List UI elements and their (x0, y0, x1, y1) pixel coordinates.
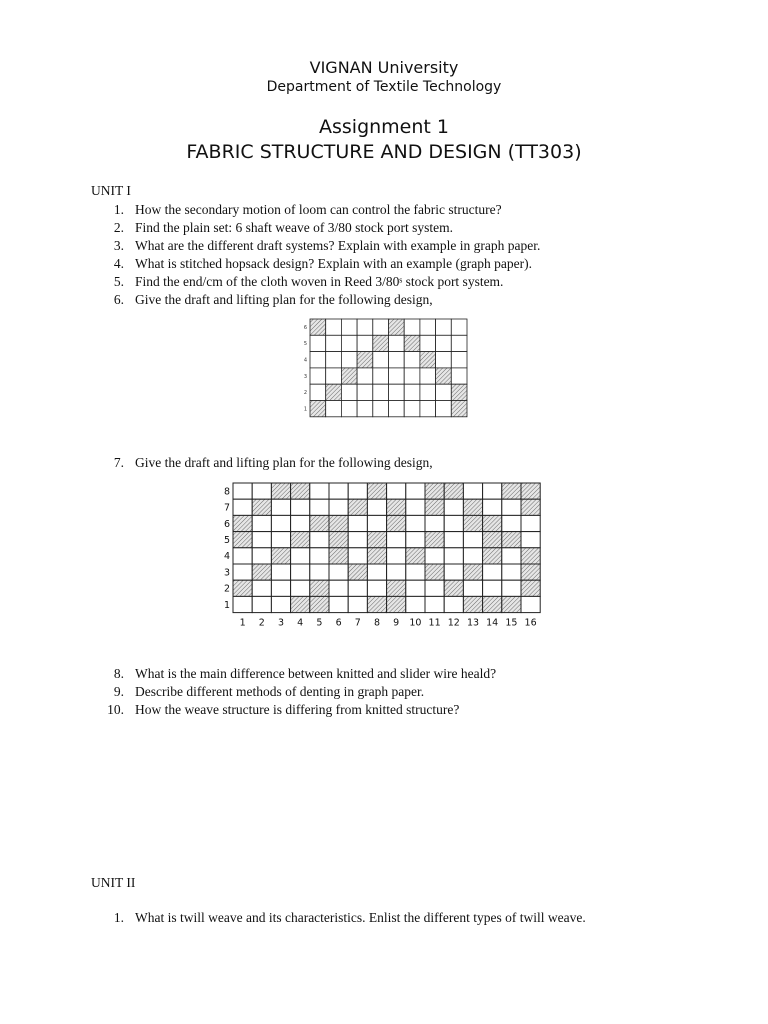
weave-cell-lowered (483, 580, 502, 596)
course-title: FABRIC STRUCTURE AND DESIGN (TT303) (186, 141, 582, 163)
weave-cell-raised (367, 532, 386, 548)
weave-cell-lowered (329, 499, 348, 515)
weave-cell-raised (463, 499, 482, 515)
weave-cell-lowered (373, 384, 389, 400)
weave-cell-raised (444, 483, 463, 499)
weave-cell-lowered (420, 384, 436, 400)
question-text: Give the draft and lifting plan for the following design, (135, 292, 433, 307)
weave-cell-lowered (451, 368, 467, 384)
weave-cell-raised (233, 532, 252, 548)
weave-cell-raised (252, 499, 271, 515)
weave-cell-raised (463, 596, 482, 612)
weave-cell-lowered (310, 532, 329, 548)
weave-cell-lowered (357, 319, 373, 335)
weave-cell-raised (389, 319, 405, 335)
question-number: 6. (113, 292, 124, 307)
weave-cell-raised (233, 580, 252, 596)
weave-cell-lowered (271, 596, 290, 612)
weave-cell-lowered (341, 352, 357, 368)
weave-cell-raised (521, 564, 540, 580)
weave-cell-lowered (521, 596, 540, 612)
weave-cell-lowered (233, 499, 252, 515)
column-label: 12 (447, 617, 460, 629)
weave-cell-lowered (291, 499, 310, 515)
weave-cell-lowered (341, 319, 357, 335)
weave-cell-lowered (271, 515, 290, 531)
question-number: 1. (113, 202, 124, 217)
weave-cell-lowered (444, 596, 463, 612)
weave-cell-lowered (444, 532, 463, 548)
weave-cell-lowered (420, 401, 436, 417)
weave-cell-lowered (463, 532, 482, 548)
weave-cell-raised (425, 483, 444, 499)
weave-cell-lowered (373, 352, 389, 368)
weave-cell-raised (271, 483, 290, 499)
weave-cell-raised (310, 515, 329, 531)
weave-cell-raised (502, 483, 521, 499)
column-label: 3 (277, 617, 285, 629)
weave-cell-lowered (425, 515, 444, 531)
weave-cell-lowered (502, 564, 521, 580)
row-label: 4 (223, 551, 230, 563)
weave-cell-lowered (425, 548, 444, 564)
weave-cell-lowered (310, 564, 329, 580)
weave-cell-raised (329, 515, 348, 531)
weave-cell-raised (326, 384, 342, 400)
question-number: 8. (113, 666, 124, 681)
weave-cell-raised (367, 596, 386, 612)
row-label: 5 (303, 341, 307, 348)
question-text: What is twill weave and its characteristics. Enlist the different types of twill weave. (135, 910, 586, 925)
row-label: 1 (223, 599, 230, 611)
question-number: 4. (113, 256, 124, 271)
weave-cell-lowered (329, 564, 348, 580)
question-text: What is stitched hopsack design? Explain with an example (graph paper). (135, 256, 532, 271)
weave-cell-lowered (348, 515, 367, 531)
weave-cell-lowered (373, 319, 389, 335)
weave-cell-lowered (406, 515, 425, 531)
weave-cell-lowered (348, 596, 367, 612)
column-label: 13 (466, 617, 480, 629)
column-label: 9 (393, 617, 400, 629)
weave-cell-lowered (326, 335, 342, 351)
weave-cell-lowered (367, 564, 386, 580)
weave-cell-lowered (389, 401, 405, 417)
weave-cell-lowered (252, 548, 271, 564)
weave-cell-lowered (367, 499, 386, 515)
weave-cell-lowered (271, 499, 290, 515)
row-label: 2 (303, 390, 307, 397)
weave-cell-lowered (387, 548, 406, 564)
weave-cell-raised (451, 401, 467, 417)
weave-cell-lowered (348, 483, 367, 499)
weave-cell-lowered (233, 564, 252, 580)
column-label: 15 (505, 617, 518, 629)
weave-cell-lowered (502, 515, 521, 531)
weave-cell-lowered (502, 499, 521, 515)
weave-cell-lowered (404, 384, 420, 400)
weave-cell-lowered (483, 483, 502, 499)
column-label: 2 (258, 617, 265, 629)
weave-cell-lowered (387, 532, 406, 548)
weave-cell-lowered (463, 548, 482, 564)
question-text: What is the main difference between knitted and slider wire heald? (135, 666, 497, 681)
department-name: Department of Textile Technology (266, 79, 502, 95)
weave-cell-raised (425, 564, 444, 580)
weave-cell-lowered (406, 596, 425, 612)
weave-cell-lowered (406, 564, 425, 580)
question-text: Describe different methods of denting in graph paper. (135, 684, 425, 699)
question-number: 5. (113, 274, 124, 289)
weave-cell-raised (341, 368, 357, 384)
question-number: 1. (113, 910, 124, 925)
weave-cell-raised (420, 352, 436, 368)
weave-cell-lowered (367, 580, 386, 596)
weave-cell-raised (357, 352, 373, 368)
weave-cell-lowered (233, 483, 252, 499)
weave-cell-raised (291, 483, 310, 499)
weave-cell-lowered (252, 515, 271, 531)
weave-cell-lowered (271, 580, 290, 596)
weave-cell-raised (387, 580, 406, 596)
weave-cell-raised (425, 532, 444, 548)
question-number: 9. (113, 684, 124, 699)
weave-cell-lowered (451, 319, 467, 335)
weave-cell-lowered (271, 564, 290, 580)
column-label: 1 (239, 617, 246, 629)
weave-cell-lowered (463, 483, 482, 499)
weave-cell-raised (387, 596, 406, 612)
weave-cell-lowered (357, 401, 373, 417)
question-number: 7. (113, 455, 124, 470)
weave-cell-lowered (483, 499, 502, 515)
weave-cell-raised (521, 580, 540, 596)
row-label: 3 (303, 373, 307, 380)
weave-cell-raised (233, 515, 252, 531)
assignment-title: Assignment 1 (319, 116, 449, 138)
weave-cell-lowered (291, 515, 310, 531)
question-text: What are the different draft systems? Explain with example in graph paper. (135, 238, 541, 253)
weave-cell-lowered (389, 335, 405, 351)
weave-cell-lowered (291, 548, 310, 564)
weave-cell-raised (367, 548, 386, 564)
weave-cell-lowered (310, 384, 326, 400)
weave-cell-raised (502, 532, 521, 548)
question-text: Find the end/cm of the cloth woven in Reed 3/80ˢ stock port system. (135, 274, 504, 289)
weave-cell-lowered (436, 352, 452, 368)
weave-cell-lowered (444, 499, 463, 515)
weave-cell-raised (483, 596, 502, 612)
weave-cell-lowered (420, 319, 436, 335)
weave-cell-lowered (310, 368, 326, 384)
weave-cell-raised (444, 580, 463, 596)
weave-cell-lowered (310, 548, 329, 564)
row-label: 8 (223, 486, 230, 498)
weave-cell-lowered (444, 548, 463, 564)
weave-cell-lowered (404, 319, 420, 335)
row-label: 4 (303, 357, 307, 364)
weave-cell-lowered (252, 483, 271, 499)
weave-cell-raised (521, 483, 540, 499)
column-label: 6 (335, 617, 342, 629)
weave-cell-lowered (425, 596, 444, 612)
weave-cell-raised (483, 515, 502, 531)
weave-cell-raised (373, 335, 389, 351)
weave-cell-lowered (436, 384, 452, 400)
weave-cell-raised (387, 499, 406, 515)
weave-cell-raised (310, 319, 326, 335)
weave-cell-lowered (436, 319, 452, 335)
weave-cell-raised (291, 532, 310, 548)
weave-cell-lowered (406, 532, 425, 548)
weave-cell-lowered (357, 335, 373, 351)
weave-cell-lowered (387, 564, 406, 580)
weave-cell-lowered (252, 532, 271, 548)
column-label: 10 (409, 617, 422, 629)
column-label: 5 (316, 617, 323, 629)
weave-cell-raised (521, 499, 540, 515)
weave-cell-lowered (389, 384, 405, 400)
weave-cell-lowered (436, 335, 452, 351)
weave-cell-lowered (521, 515, 540, 531)
weave-cell-lowered (329, 580, 348, 596)
weave-cell-lowered (326, 368, 342, 384)
weave-cell-lowered (341, 384, 357, 400)
weave-cell-lowered (463, 580, 482, 596)
weave-cell-raised (404, 335, 420, 351)
weave-cell-raised (310, 580, 329, 596)
column-label: 8 (373, 617, 381, 629)
row-label: 1 (303, 406, 307, 413)
weave-cell-lowered (252, 596, 271, 612)
weave-cell-raised (502, 596, 521, 612)
weave-cell-lowered (387, 483, 406, 499)
row-label: 2 (223, 583, 230, 595)
weave-cell-raised (310, 596, 329, 612)
question-text: Give the draft and lifting plan for the following design, (135, 455, 433, 470)
weave-cell-lowered (233, 596, 252, 612)
weave-cell-raised (310, 401, 326, 417)
question-number: 3. (113, 238, 124, 253)
column-label: 14 (486, 617, 499, 629)
weave-cell-lowered (406, 499, 425, 515)
row-label: 3 (223, 567, 230, 579)
weave-cell-lowered (406, 483, 425, 499)
question-text: Find the plain set: 6 shaft weave of 3/80 stock port system. (135, 220, 453, 235)
question-text: How the weave structure is differing from knitted structure? (135, 702, 460, 717)
row-label: 7 (223, 502, 230, 514)
column-label: 16 (524, 617, 537, 629)
row-label: 5 (223, 535, 230, 547)
weave-cell-lowered (310, 352, 326, 368)
weave-cell-lowered (373, 368, 389, 384)
weave-cell-raised (348, 564, 367, 580)
weave-cell-raised (348, 499, 367, 515)
university-title: VIGNAN University (309, 58, 459, 77)
weave-cell-lowered (233, 548, 252, 564)
weave-cell-lowered (291, 564, 310, 580)
question-text: How the secondary motion of loom can control the fabric structure? (135, 202, 502, 217)
weave-cell-lowered (502, 580, 521, 596)
weave-cell-lowered (326, 319, 342, 335)
weave-cell-raised (329, 548, 348, 564)
weave-cell-lowered (329, 596, 348, 612)
weave-cell-raised (483, 548, 502, 564)
weave-cell-lowered (348, 532, 367, 548)
weave-cell-lowered (348, 580, 367, 596)
weave-cell-raised (252, 564, 271, 580)
weave-cell-lowered (367, 515, 386, 531)
weave-cell-lowered (389, 368, 405, 384)
weave-cell-lowered (483, 564, 502, 580)
weave-cell-raised (329, 532, 348, 548)
weave-cell-lowered (310, 483, 329, 499)
weave-cell-lowered (404, 352, 420, 368)
weave-cell-lowered (329, 483, 348, 499)
weave-cell-lowered (310, 335, 326, 351)
row-label: 6 (223, 518, 230, 530)
weave-cell-lowered (326, 401, 342, 417)
weave-cell-raised (271, 548, 290, 564)
weave-cell-raised (406, 548, 425, 564)
column-label: 4 (297, 617, 304, 629)
weave-cell-lowered (451, 352, 467, 368)
weave-cell-lowered (310, 499, 329, 515)
weave-cell-lowered (389, 352, 405, 368)
weave-cell-lowered (357, 384, 373, 400)
weave-cell-raised (425, 499, 444, 515)
weave-cell-lowered (444, 515, 463, 531)
weave-cell-raised (291, 596, 310, 612)
weave-cell-raised (451, 384, 467, 400)
weave-cell-raised (483, 532, 502, 548)
weave-cell-lowered (444, 564, 463, 580)
unit-1-heading: UNIT I (91, 183, 131, 198)
weave-cell-lowered (404, 368, 420, 384)
row-label: 6 (303, 324, 307, 331)
weave-cell-lowered (521, 532, 540, 548)
weave-cell-raised (463, 564, 482, 580)
weave-cell-raised (436, 368, 452, 384)
weave-cell-lowered (420, 335, 436, 351)
weave-cell-lowered (348, 548, 367, 564)
weave-cell-lowered (291, 580, 310, 596)
weave-cell-lowered (404, 401, 420, 417)
weave-cell-lowered (425, 580, 444, 596)
weave-cell-lowered (436, 401, 452, 417)
weave-cell-raised (367, 483, 386, 499)
weave-cell-lowered (502, 548, 521, 564)
weave-cell-lowered (373, 401, 389, 417)
column-label: 7 (354, 617, 361, 629)
weave-cell-lowered (420, 368, 436, 384)
unit-2-heading: UNIT II (91, 875, 136, 890)
question-number: 10. (107, 702, 124, 717)
weave-cell-lowered (357, 368, 373, 384)
weave-cell-lowered (341, 335, 357, 351)
weave-cell-lowered (406, 580, 425, 596)
weave-cell-lowered (326, 352, 342, 368)
weave-cell-lowered (341, 401, 357, 417)
weave-cell-lowered (252, 580, 271, 596)
weave-cell-lowered (271, 532, 290, 548)
weave-cell-raised (387, 515, 406, 531)
weave-cell-raised (463, 515, 482, 531)
column-label: 11 (428, 617, 441, 629)
weave-cell-lowered (451, 335, 467, 351)
question-number: 2. (113, 220, 124, 235)
weave-cell-raised (521, 548, 540, 564)
